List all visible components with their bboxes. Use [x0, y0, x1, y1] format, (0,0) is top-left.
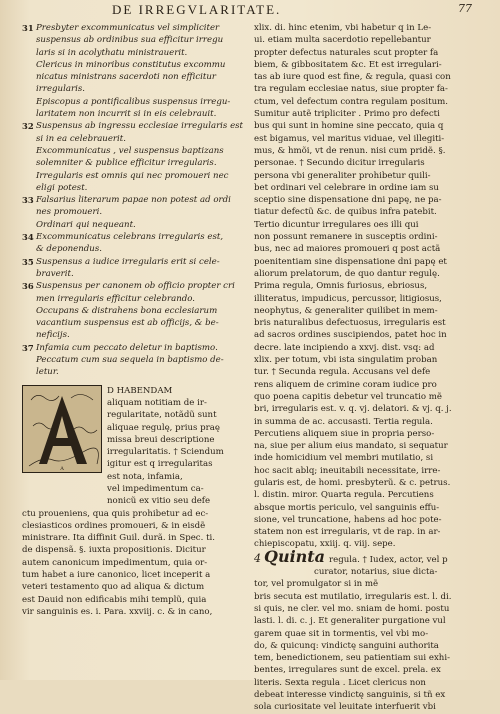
- page-number: 77: [458, 2, 472, 15]
- summary-line: [22, 342, 250, 354]
- text-line: est Dauid non edificabis mihi templũ, quia: [22, 594, 207, 605]
- text-line: vel impedimentum ca-: [107, 483, 204, 494]
- summary-line: [22, 305, 250, 317]
- text-line: ctum, vel defectum contra regulam positum.: [254, 96, 448, 107]
- summary-line: [22, 280, 250, 292]
- margin-number: [22, 354, 36, 366]
- text-line: persona vbi generaliter prohibetur quili-: [254, 170, 431, 181]
- summary-line: [22, 366, 250, 378]
- text-line: aliorum prelatorum, de quo dantur regulę.: [254, 268, 440, 279]
- margin-number: [22, 34, 36, 46]
- summary-line: [22, 170, 250, 182]
- text-line: neophytus, & generaliter quilibet in mem-: [254, 305, 438, 316]
- margin-number: [22, 71, 36, 83]
- summary-text: Clericus in minoribus constitutus excommu: [36, 59, 226, 70]
- summary-line: [22, 317, 250, 329]
- summary-line: [22, 120, 250, 132]
- margin-number: [22, 96, 36, 108]
- text-line: illiteratus, impudicus, percussor, litigiosus,: [254, 293, 442, 304]
- text-line: rens aliquem de crimine coram iudice pro: [254, 379, 437, 390]
- summary-text: Falsarius literarum papae non potest ad ordi: [36, 195, 231, 206]
- quinta-line-1: regula. † Iudex, actor, vel p: [329, 554, 448, 565]
- text-line: mus, & hmõi, vt de renun. nisi cum pridẽ. §.: [254, 145, 446, 156]
- quinta-regula-heading: [254, 546, 486, 566]
- margin-number: 35: [22, 256, 34, 267]
- text-line: decre. late incipiendo a xxvj. dist. vsq: ad: [254, 342, 435, 353]
- text-line: chiepiscopatu, xxiij. q. viij. sepe.: [254, 539, 396, 550]
- text-line: ctu proueniens, qua quis prohibetur ad ec-: [22, 508, 209, 519]
- margin-number: [22, 157, 36, 169]
- text-line: tur. † Secunda regula. Accusans vel defe: [254, 367, 431, 378]
- summary-text: Infamia cum peccato deletur in baptismo.: [36, 342, 218, 353]
- margin-number: [22, 219, 36, 231]
- text-line: Prima regula, Omnis furiosus, ebriosus,: [254, 281, 428, 292]
- margin-number: 37: [22, 342, 34, 353]
- text-line: Percutiens aliquem siue in propria perso-: [254, 428, 435, 439]
- text-line: poenitentiam sine dispensatione dni papę et: [254, 256, 447, 267]
- text-line: bus qui sunt in homine sine peccato, quia q: [254, 121, 444, 132]
- woodcut-initial-icon: [23, 386, 101, 472]
- text-line: regularitate, notãdũ sunt: [107, 410, 217, 421]
- left-body-text: [22, 508, 250, 619]
- margin-number: 33: [22, 195, 34, 206]
- text-line: ad sacros ordines suscipiendos, patet hoc in: [254, 330, 447, 341]
- summary-line: [22, 133, 250, 145]
- summary-line: [22, 83, 250, 95]
- summary-text: suspensus ab ordinibus sua efficitur irregu: [36, 35, 224, 46]
- text-line: sione, vel truncatione, habens ad hoc pote-: [254, 514, 442, 525]
- text-line: bris secuta est mutilatio, irregularis est. l. di.: [254, 591, 452, 602]
- margin-number: [22, 317, 36, 329]
- summary-line: [22, 157, 250, 169]
- summary-text: Episcopus a pontificalibus suspensus irregu-: [36, 96, 231, 107]
- margin-number: [22, 145, 36, 157]
- summary-line: [22, 47, 250, 59]
- summary-text: laris si in acolythatu ministrauerit.: [36, 47, 188, 58]
- text-line: missa breui descriptione: [107, 434, 215, 445]
- text-line: nonicũ ex vitio seu defe: [107, 496, 211, 507]
- running-header: [0, 2, 500, 20]
- right-tail-text: [254, 578, 486, 713]
- summary-line: [22, 71, 250, 83]
- summary-text: Ordinari qui nequeant.: [36, 219, 136, 230]
- summary-text: Suspensus per canonem ob officio propter cri: [36, 281, 235, 292]
- text-line: inde homicidium vel membri mutilatio, si: [254, 453, 434, 464]
- text-line: sola curiositate vel leuitate interfuerit vbi: [254, 702, 436, 713]
- text-line: in summa de ac. accusasti. Tertia regula.: [254, 416, 433, 427]
- text-line: autem canonicum impedimentum, quia or-: [22, 557, 208, 568]
- text-line: non possunt remanere in susceptis ordini-: [254, 232, 438, 243]
- text-line: tor, vel promulgator si in mẽ: [254, 579, 379, 590]
- summary-text: nes promoueri.: [36, 207, 103, 218]
- right-body-text: [254, 22, 486, 551]
- text-line: aliquae regulę, prius praę: [107, 422, 220, 433]
- text-line: garem quae sit in tormentis, vel vbi mo-: [254, 628, 429, 639]
- summary-text: & deponendus.: [36, 244, 102, 255]
- summary-text: Presbyter excommunicatus vel simpliciter: [36, 23, 220, 33]
- text-line: aliquam notitiam de ir-: [107, 397, 207, 408]
- margin-number: [22, 329, 36, 341]
- summary-line: [22, 329, 250, 341]
- quinta-line-2: curator, notarius, siue dicta-: [314, 567, 438, 578]
- summary-text: vacantium suspensus est ab officijs, & be-: [36, 318, 219, 329]
- text-line: hoc sacit ablq; ineuitabili necessitate, irre-: [254, 465, 441, 476]
- text-line: si quis, ne cler. vel mo. sniam de homi. postu: [254, 603, 450, 614]
- summary-text: braverit.: [36, 268, 74, 279]
- text-line: personae. † Secundo dicitur irregularis: [254, 158, 425, 169]
- text-line: tiatur defectũ &c. de quibus infra patebit.: [254, 207, 437, 218]
- text-line: veteri testamento quo ad aliqua & dictum: [22, 582, 205, 593]
- summary-line: [22, 231, 250, 243]
- text-line: na, siue per alium eius mandato, si sequatur: [254, 441, 448, 452]
- margin-number: [22, 293, 36, 305]
- summary-line: [22, 182, 250, 194]
- text-line: bentes, irregulares sunt de excel. prela. ex: [254, 665, 441, 676]
- summary-text: Suspensus a iudice irregularis erit si cele-: [36, 256, 220, 267]
- text-line: tas ab iure quod est fine, & regula, quasi con: [254, 72, 451, 83]
- text-line: gularis est, de homi. presbyterũ. & c. petrus.: [254, 477, 451, 488]
- text-line: l. distin. miror. Quarta regula. Percutiens: [254, 490, 434, 501]
- margin-number: 32: [22, 121, 34, 132]
- text-line: absque mortis periculo, vel sanguinis effu-: [254, 502, 440, 513]
- margin-number: [22, 182, 36, 194]
- margin-number: [22, 170, 36, 182]
- summary-text: letur.: [36, 367, 59, 378]
- summary-line: [22, 293, 250, 305]
- summary-text: neficijs.: [36, 330, 70, 341]
- margin-number: 4: [254, 551, 261, 565]
- summary-text: nicatus ministrans sacerdoti non efficitur: [36, 72, 217, 83]
- margin-number: 34: [22, 232, 34, 243]
- text-line: xlix. per totum, vbi ista singulatim proban: [254, 355, 438, 366]
- text-line: statem non est irregularis, vt de rap. in ar-: [254, 527, 441, 538]
- text-line: lasti. l. di. c. j. Et generaliter purgatione vul: [254, 616, 446, 627]
- text-line: propter defectus naturales scut propter fa: [254, 47, 439, 58]
- margin-number: [22, 59, 36, 71]
- text-line: ui. etiam multa sacerdotio repellebantur: [254, 35, 431, 46]
- chapter-opening: [22, 385, 250, 508]
- margin-number: [22, 108, 36, 120]
- text-line: est nota, infamia,: [107, 471, 183, 482]
- summary-line: [22, 96, 250, 108]
- text-line: quo poena capitis debetur vel truncatio mẽ: [254, 391, 442, 402]
- margin-number: [22, 243, 36, 255]
- text-line: Sumitur autẽ tripliciter . Primo pro defecti: [254, 109, 440, 120]
- margin-number: [22, 133, 36, 145]
- decorated-initial-letter: [22, 385, 102, 473]
- summary-line: [22, 354, 250, 366]
- summary-text: men irregularis efficitur celebrando.: [36, 293, 196, 304]
- summary-text: Peccatum cum sua sequela in baptismo de-: [36, 355, 224, 366]
- summary-line: [22, 268, 250, 280]
- summary-text: Suspensus ab ingressu ecclesiae irregularis est: [36, 121, 244, 132]
- initial-letter-glyph: A: [60, 465, 64, 472]
- text-line: vir sanguinis es. i. Para. xxviij. c. & in cano,: [22, 606, 213, 617]
- summary-text: eligi potest.: [36, 182, 88, 193]
- text-line: D HABENDAM: [107, 385, 173, 396]
- quinta-word: Quinta: [264, 546, 326, 566]
- summary-line: [22, 219, 250, 231]
- margin-number: [22, 268, 36, 280]
- summary-line: [22, 206, 250, 218]
- summary-line: [22, 256, 250, 268]
- margin-number: [22, 206, 36, 218]
- summary-text: laritatem non incurrit si in eis celebrauit.: [36, 109, 217, 120]
- summary-line: [22, 243, 250, 255]
- text-line: bet ordinari vel celebrare in ordine iam su: [254, 182, 439, 193]
- summary-line: [22, 34, 250, 46]
- summary-line: [22, 22, 250, 34]
- summary-line: [22, 108, 250, 120]
- summary-text: Irregularis est omnis qui nec promoueri nec: [36, 170, 229, 181]
- text-line: ministrare. Ita diffinit Guil. durã. in Spec. ti.: [22, 533, 215, 544]
- text-line: bris naturalibus defectuosus, irregularis est: [254, 318, 446, 329]
- text-line: biem, & gibbositatem &c. Et est irregulari-: [254, 59, 442, 70]
- margin-number: [22, 47, 36, 59]
- margin-number: 31: [22, 23, 34, 33]
- text-line: bus, nec ad maiores promoueri q post actã: [254, 244, 441, 255]
- text-line: Tertio dicuntur irregulares oes illi qui: [254, 219, 419, 230]
- summary-text: Occupans & distrahens bona ecclesiarum: [36, 305, 218, 316]
- margin-number: [22, 305, 36, 317]
- text-line: irregularitatis. † Sciendum: [107, 447, 224, 458]
- margin-number: [22, 83, 36, 95]
- text-line: clesiasticos ordines promoueri, & in eisdẽ: [22, 520, 206, 531]
- text-line: est bigamus, vel maritus viduae, vel illegiti-: [254, 133, 445, 144]
- summary-line: [22, 194, 250, 206]
- summary-text: solemniter & publice efficitur irregularis.: [36, 158, 217, 169]
- text-line: sceptio sine dispensatione dni papę, ne pa-: [254, 195, 442, 206]
- text-line: tra regulam ecclesiae natus, siue propter fa-: [254, 84, 448, 95]
- text-line: tem, benedictionem, seu patientiam sui exhi-: [254, 653, 450, 664]
- text-line: literis. Sexta regula . Licet clericus non: [254, 677, 426, 688]
- running-title: DE IRREGVLARITATE.: [112, 2, 282, 17]
- text-line: bri, irregularis est. v. q. vj. delatori. & vj. q. j.: [254, 404, 452, 415]
- summary-line: [22, 145, 250, 157]
- margin-number: 36: [22, 281, 34, 292]
- summary-text: si in ea celebrauerit.: [36, 133, 126, 144]
- text-line: debeat interesse vindictę sanguinis, si tñ ex: [254, 690, 446, 701]
- margin-number: [22, 366, 36, 378]
- summary-line: [22, 59, 250, 71]
- summary-text: Excommunicatus celebrans irregularis est,: [36, 232, 224, 243]
- text-line: tum habet a iure canonico, licet inceperit a: [22, 570, 211, 581]
- left-column: [22, 22, 250, 618]
- opening-paragraph: [107, 385, 250, 508]
- text-line: do, & quicunq: vindictę sanguini authorita: [254, 640, 439, 651]
- summary-text: Excommunicatus , vel suspensus baptizans: [36, 145, 224, 156]
- text-line: de dispensã. §. iuxta propositionis. Dicitur: [22, 545, 206, 556]
- text-line: xlix. di. hinc etenim, vbi habetur q in Le-: [254, 23, 432, 33]
- summary-text: irregularis.: [36, 84, 85, 95]
- text-line: igitur est q irregularitas: [107, 459, 213, 470]
- right-column: [254, 22, 486, 714]
- summary-list: [22, 22, 250, 379]
